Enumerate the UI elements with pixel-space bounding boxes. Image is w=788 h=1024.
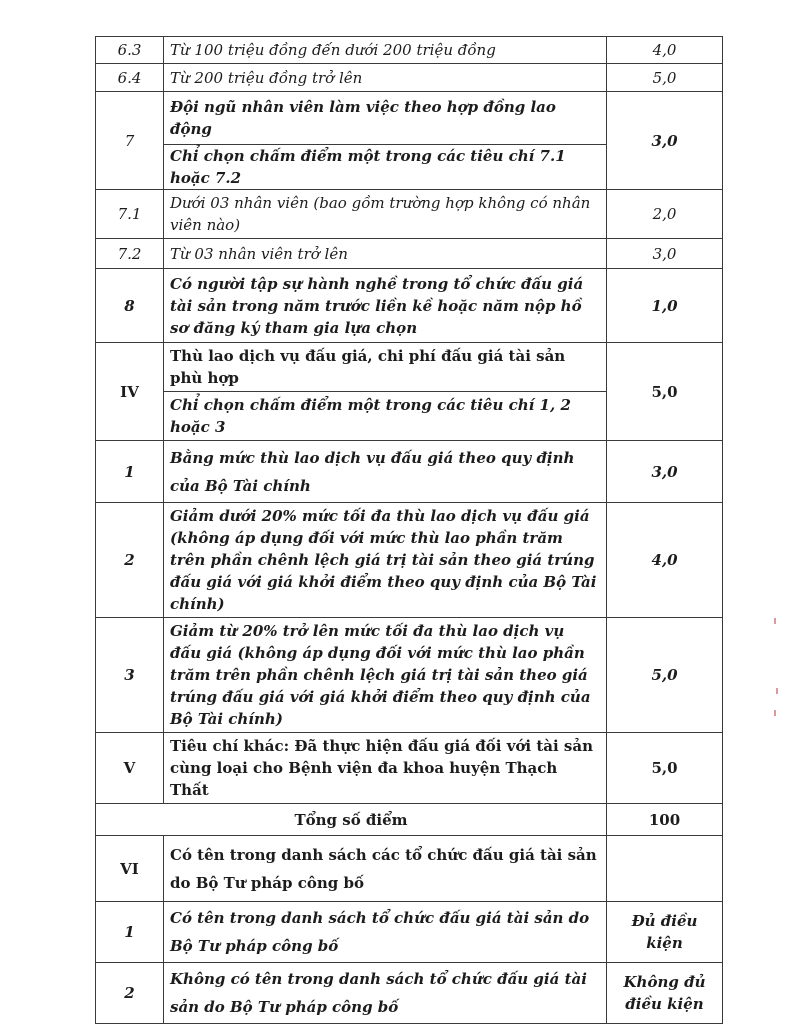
row-number: IV	[96, 343, 164, 441]
criteria-text: Có tên trong danh sách các tổ chức đấu giá tài sản do Bộ Tư pháp công bố	[164, 836, 607, 902]
scan-artifact	[774, 710, 776, 716]
score-cell: 5,0	[607, 343, 723, 441]
criteria-text: Từ 100 triệu đồng đến dưới 200 triệu đồng	[164, 37, 607, 64]
scan-artifact	[776, 688, 778, 694]
table-row	[96, 503, 723, 618]
table-row	[96, 37, 723, 64]
total-row	[96, 804, 723, 836]
table-row	[96, 441, 723, 503]
row-number: 1	[96, 902, 164, 963]
row-number: 1	[96, 441, 164, 503]
table-row	[96, 269, 723, 343]
criteria-text: Dưới 03 nhân viên (bao gồm trường hợp không có nhân viên nào)	[164, 190, 607, 239]
row-number: 7.1	[96, 190, 164, 239]
score-cell: Đủ điều kiện	[607, 902, 723, 963]
criteria-text: Có tên trong danh sách tổ chức đấu giá tài sản do Bộ Tư pháp công bố	[164, 902, 607, 963]
table-row	[96, 92, 723, 190]
table-row	[96, 836, 723, 902]
table-row	[96, 239, 723, 269]
score-cell: 1,0	[607, 269, 723, 343]
criteria-text: Tiêu chí khác: Đã thực hiện đấu giá đối với tài sản cùng loại cho Bệnh viện đa khoa huyện Thạch Thất	[164, 733, 607, 804]
score-cell: 2,0	[607, 190, 723, 239]
criteria-text: Thù lao dịch vụ đấu giá, chi phí đấu giá tài sản phù hợp	[170, 347, 566, 387]
criteria-cell	[164, 92, 607, 190]
total-label: Tổng số điểm	[96, 804, 607, 836]
total-score: 100	[607, 804, 723, 836]
row-number: 6.3	[96, 37, 164, 64]
table-row	[96, 343, 723, 441]
table-row	[96, 902, 723, 963]
criteria-text: Giảm từ 20% trở lên mức tối đa thù lao dịch vụ đấu giá (không áp dụng đối với mức thù lao phần trăm trên phần chênh lệch giá trị tài sản theo giá trúng đấu giá với giá khởi điểm theo quy định của Bộ Tài chính)	[164, 618, 607, 733]
score-cell: Không đủ điều kiện	[607, 963, 723, 1024]
score-cell	[607, 836, 723, 902]
score-cell: 5,0	[607, 733, 723, 804]
row-number: VI	[96, 836, 164, 902]
criteria-text: Từ 03 nhân viên trở lên	[164, 239, 607, 269]
criteria-text: Đội ngũ nhân viên làm việc theo hợp đồng lao động	[170, 98, 556, 138]
table-row	[96, 190, 723, 239]
score-cell: 4,0	[607, 503, 723, 618]
score-cell: 4,0	[607, 37, 723, 64]
table-row	[96, 618, 723, 733]
row-number: V	[96, 733, 164, 804]
row-number: 7	[96, 92, 164, 190]
scan-artifact	[774, 618, 776, 624]
score-cell: 5,0	[607, 618, 723, 733]
row-number: 6.4	[96, 64, 164, 92]
score-cell: 3,0	[607, 92, 723, 190]
criteria-text: Bằng mức thù lao dịch vụ đấu giá theo quy định của Bộ Tài chính	[164, 441, 607, 503]
criteria-text: Có người tập sự hành nghề trong tổ chức đấu giá tài sản trong năm trước liền kề hoặc năm nộp hồ sơ đăng ký tham gia lựa chọn	[164, 269, 607, 343]
criteria-note: Chỉ chọn chấm điểm một trong các tiêu chí 7.1 hoặc 7.2	[164, 144, 606, 189]
criteria-text: Giảm dưới 20% mức tối đa thù lao dịch vụ đấu giá (không áp dụng đối với mức thù lao phần trăm trên phần chênh lệch giá trị tài sản theo giá trúng đấu giá với giá khởi điểm theo quy định của Bộ Tài chính)	[164, 503, 607, 618]
row-number: 8	[96, 269, 164, 343]
criteria-cell	[164, 343, 607, 441]
criteria-text: Từ 200 triệu đồng trở lên	[164, 64, 607, 92]
row-number: 2	[96, 503, 164, 618]
score-cell: 5,0	[607, 64, 723, 92]
table-row	[96, 733, 723, 804]
row-number: 3	[96, 618, 164, 733]
criteria-text: Không có tên trong danh sách tổ chức đấu giá tài sản do Bộ Tư pháp công bố	[164, 963, 607, 1024]
score-cell: 3,0	[607, 239, 723, 269]
table-row	[96, 64, 723, 92]
criteria-note: Chỉ chọn chấm điểm một trong các tiêu chí 1, 2 hoặc 3	[164, 391, 606, 440]
score-cell: 3,0	[607, 441, 723, 503]
table-row	[96, 963, 723, 1024]
criteria-table	[95, 36, 723, 1024]
row-number: 7.2	[96, 239, 164, 269]
row-number: 2	[96, 963, 164, 1024]
